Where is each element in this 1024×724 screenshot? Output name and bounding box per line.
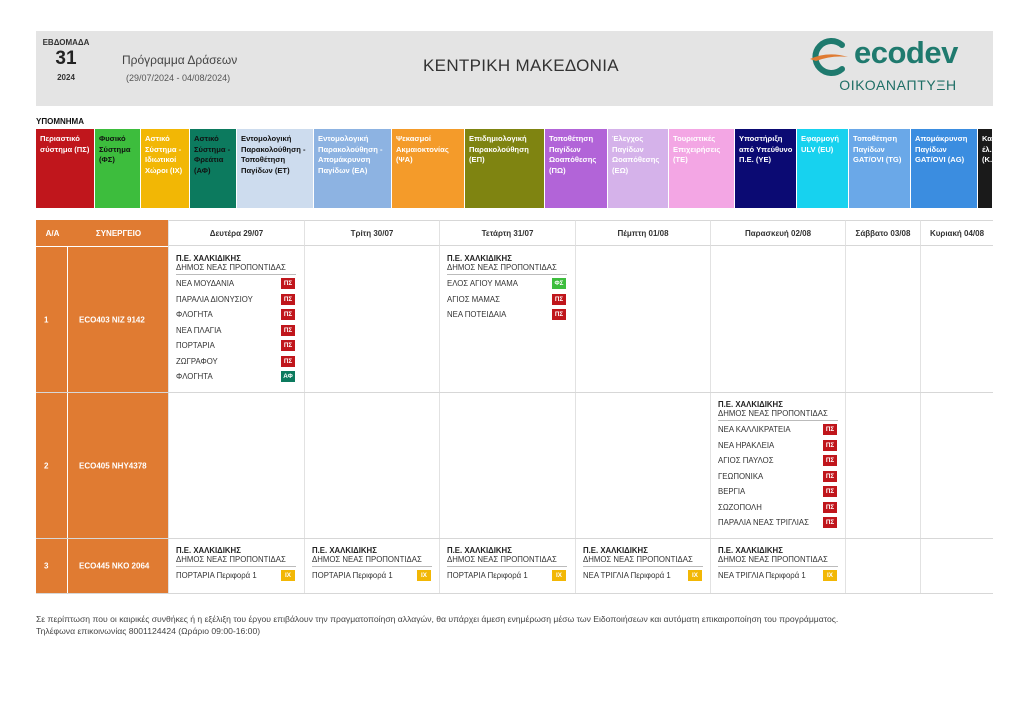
location-item (176, 325, 296, 341)
location-item (718, 486, 838, 502)
location-name: ΦΛΟΓΗΤΑ (176, 372, 213, 381)
legend-item: Τοποθέτηση Παγίδων Ωοαπόθεσης (ΠΩ) (545, 129, 607, 208)
municipality-label: ΔΗΜΟΣ ΝΕΑΣ ΠΡΟΠΟΝΤΙΔΑΣ (583, 555, 703, 567)
location-item (176, 570, 296, 586)
activity-block (176, 546, 296, 586)
legend-item: Απομάκρυνση Παγίδων GAT/OVI (AG) (911, 129, 977, 208)
row-number: 2 (44, 461, 49, 470)
legend-item: Εντομολογική Παρακολούθηση - Τοποθέτηση Παγίδων (ΕΤ) (237, 129, 313, 208)
location-name: ΕΛΟΣ ΑΓΙΟΥ ΜΑΜΑ (447, 279, 518, 288)
location-item (718, 502, 838, 518)
day-column-header: Πέμπτη 01/08 (575, 220, 710, 246)
activity-code-badge: ΠΣ (823, 486, 837, 497)
location-item (718, 424, 838, 440)
location-name: ΣΩΖΟΠΟΛΗ (718, 502, 762, 512)
legend-item: Ψεκασμοί Ακμαιοκτονίας (ΨΑ) (392, 129, 464, 208)
team-name: ECO403 ΝΙΖ 9142 (79, 315, 145, 324)
location-name: ΝΕΑ ΠΟΤΕΙΔΑΙΑ (447, 310, 507, 319)
legend-item: Τουριστικές Επιχειρήσεις (ΤΕ) (669, 129, 734, 208)
location-item (718, 471, 838, 487)
day-column-header: Τετάρτη 31/07 (439, 220, 575, 246)
location-item (176, 340, 296, 356)
location-item (176, 309, 296, 325)
activity-code-badge: ΠΣ (552, 309, 566, 320)
location-name: ΝΕΑ ΤΡΙΓΛΙΑ Περιφορά 1 (718, 571, 806, 580)
logo-wordmark: ecodev (854, 35, 958, 70)
legend-title: ΥΠΟΜΝΗΜΑ (36, 117, 84, 126)
location-item (447, 570, 567, 586)
activity-code-badge: ΠΣ (281, 278, 295, 289)
header-banner (36, 31, 993, 106)
week-label: ΕΒΔΟΜΑΔΑ (42, 38, 90, 47)
activity-block (447, 254, 567, 325)
activity-code-badge: ΙΧ (281, 570, 295, 581)
legend-item: Εντομολογική Παρακολούθηση - Απομάκρυνση Παγίδων (ΕΑ) (314, 129, 391, 208)
activity-code-badge: ΠΣ (823, 517, 837, 528)
week-number: 31 (55, 48, 77, 69)
activity-block (447, 546, 567, 586)
activity-block (583, 546, 703, 586)
row-number-cell (36, 393, 67, 538)
legend-item: Αστικό Σύστημα - Ιδιωτικοί Χώροι (ΙΧ) (141, 129, 189, 208)
row-number-cell (36, 539, 67, 593)
location-name: ΑΓΙΟΣ ΠΑΥΛΟΣ (718, 456, 774, 465)
row-divider (36, 392, 993, 393)
activity-code-badge: ΠΣ (281, 356, 295, 367)
location-name: ΠΟΡΤΑΡΙΑ Περιφορά 1 (176, 571, 257, 580)
legend-item: Κα... έλ... (Κ... (978, 129, 992, 208)
location-name: ΠΟΡΤΑΡΙΑ Περιφορά 1 (312, 571, 393, 580)
location-item (176, 294, 296, 310)
grid-divider (845, 246, 846, 593)
team-cell (68, 393, 168, 538)
footer-note: Σε περίπτωση που οι καιρικές συνθήκες ή η εξέλιξη του έργου επιβάλουν την πραγματοποίηση αλλαγών, θα υπάρχει άμεση ενημέρωση μέσω των Ειδοποιήσεων και αυτόματη επικαιροποίηση του προγράμματος. (36, 614, 839, 624)
municipality-label: ΔΗΜΟΣ ΝΕΑΣ ΠΡΟΠΟΝΤΙΔΑΣ (718, 555, 838, 567)
legend-item: Υποστήριξη από Υπεύθυνο Π.Ε. (ΥΕ) (735, 129, 796, 208)
regional-unit-label: Π.Ε. ΧΑΛΚΙΔΙΚΗΣ (718, 400, 783, 409)
row-divider (36, 538, 993, 539)
activity-code-badge: ΠΣ (823, 424, 837, 435)
team-name: ECO445 ΝΚΟ 2064 (79, 561, 150, 571)
location-item (312, 570, 432, 586)
activity-code-badge: ΠΣ (281, 294, 295, 305)
regional-unit-label: Π.Ε. ΧΑΛΚΙΔΙΚΗΣ (447, 254, 512, 263)
municipality-label: ΔΗΜΟΣ ΝΕΑΣ ΠΡΟΠΟΝΤΙΔΑΣ (176, 263, 296, 275)
activity-code-badge: ΑΦ (281, 371, 295, 382)
legend-item: Τοποθέτηση Παγίδων GAT/OVI (TG) (849, 129, 910, 208)
team-cell (68, 539, 168, 593)
location-name: ΝΕΑ ΜΟΥΔΑΝΙΑ (176, 279, 235, 288)
day-column-header: Σάββατο 03/08 (845, 220, 920, 246)
row-number: 1 (44, 315, 49, 324)
logo-subtitle: ΟΙΚΟΑΝΑΠΤΥΞΗ (839, 77, 957, 93)
regional-unit-label: Π.Ε. ΧΑΛΚΙΔΙΚΗΣ (718, 546, 783, 555)
grid-divider (920, 246, 921, 593)
column-header: ΣΥΝΕΡΓΕΙΟ (68, 220, 168, 246)
location-name: ΓΕΩΠΟΝΙΚΑ (718, 471, 764, 481)
week-year: 2024 (57, 73, 75, 82)
legend-item: Επιδημιολογική Παρακολούθηση (ΕΠ) (465, 129, 544, 208)
location-item (447, 309, 567, 325)
legend-item: Φυσικό Σύστημα (ΦΣ) (95, 129, 140, 208)
day-column-header: Κυριακή 04/08 (920, 220, 993, 246)
location-item (447, 294, 567, 310)
activity-block (718, 546, 838, 586)
regional-unit-label: Π.Ε. ΧΑΛΚΙΔΙΚΗΣ (176, 254, 241, 263)
row-number-cell (36, 247, 67, 392)
location-name: ΒΕΡΓΙΑ (718, 487, 746, 496)
activity-code-badge: ΠΣ (281, 340, 295, 351)
location-item (176, 278, 296, 294)
municipality-label: ΔΗΜΟΣ ΝΕΑΣ ΠΡΟΠΟΝΤΙΔΑΣ (312, 555, 432, 567)
location-name: ΝΕΑ ΠΛΑΓΙΑ (176, 325, 222, 335)
regional-unit-label: Π.Ε. ΧΑΛΚΙΔΙΚΗΣ (583, 546, 648, 555)
activity-code-badge: ΦΣ (552, 278, 566, 289)
activity-block (718, 400, 838, 533)
team-name: ECO405 ΝΗΥ4378 (79, 461, 147, 470)
grid-divider (168, 246, 169, 593)
location-item (718, 517, 838, 533)
location-item (176, 371, 296, 387)
activity-block (176, 254, 296, 387)
regional-unit-label: Π.Ε. ΧΑΛΚΙΔΙΚΗΣ (176, 546, 241, 555)
activity-code-badge: ΠΣ (823, 455, 837, 466)
activity-block (312, 546, 432, 586)
location-item (718, 455, 838, 471)
location-item (583, 570, 703, 586)
municipality-label: ΔΗΜΟΣ ΝΕΑΣ ΠΡΟΠΟΝΤΙΔΑΣ (447, 555, 567, 567)
legend-item: Εφαρμογή ULV (EU) (797, 129, 848, 208)
legend-item: Αστικό Σύστημα - Φρεάτια (ΑΦ) (190, 129, 236, 208)
legend-item: Έλεγχος Παγίδων Ωοαπόθεσης (ΕΩ) (608, 129, 668, 208)
activity-code-badge: ΠΣ (823, 440, 837, 451)
location-item (718, 440, 838, 456)
activity-code-badge: ΙΧ (688, 570, 702, 581)
ecodev-logo-icon (806, 37, 852, 77)
program-title: Πρόγραμμα Δράσεων (122, 53, 238, 67)
team-cell (68, 247, 168, 392)
location-name: ΦΛΟΓΗΤΑ (176, 310, 213, 319)
location-name: ΑΓΙΟΣ ΜΑΜΑΣ (447, 294, 500, 304)
region-title: ΚΕΝΤΡΙΚΗ ΜΑΚΕΔΟΝΙΑ (423, 56, 619, 75)
day-column-header: Τρίτη 30/07 (304, 220, 439, 246)
activity-code-badge: ΠΣ (823, 502, 837, 513)
location-name: ΠΑΡΑΛΙΑ ΝΕΑΣ ΤΡΙΓΛΙΑΣ (718, 518, 809, 527)
location-name: ΝΕΑ ΗΡΑΚΛΕΙΑ (718, 440, 775, 450)
program-dates: (29/07/2024 - 04/08/2024) (126, 73, 231, 83)
activity-code-badge: ΠΣ (823, 471, 837, 482)
location-name: ΠΟΡΤΑΡΙΑ (176, 341, 215, 350)
legend-item: Περιαστικό σύστημα (ΠΣ) (36, 129, 94, 208)
row-number: 3 (44, 561, 49, 571)
day-column-header: Παρασκευή 02/08 (710, 220, 845, 246)
location-name: ΠΟΡΤΑΡΙΑ Περιφορά 1 (447, 571, 528, 580)
location-name: ΠΑΡΑΛΙΑ ΔΙΟΝΥΣΙΟΥ (176, 294, 253, 304)
location-item (176, 356, 296, 372)
row-divider (36, 593, 993, 594)
location-name: ΝΕΑ ΤΡΙΓΛΙΑ Περιφορά 1 (583, 571, 671, 580)
regional-unit-label: Π.Ε. ΧΑΛΚΙΔΙΚΗΣ (447, 546, 512, 555)
grid-divider (710, 246, 711, 593)
grid-divider (304, 246, 305, 593)
municipality-label: ΔΗΜΟΣ ΝΕΑΣ ΠΡΟΠΟΝΤΙΔΑΣ (718, 409, 838, 421)
activity-code-badge: ΙΧ (823, 570, 837, 581)
grid-divider (575, 246, 576, 593)
day-column-header: Δευτέρα 29/07 (168, 220, 304, 246)
activity-code-badge: ΠΣ (281, 309, 295, 320)
column-header: Α/Α (36, 220, 68, 246)
location-item (447, 278, 567, 294)
activity-code-badge: ΠΣ (281, 325, 295, 336)
municipality-label: ΔΗΜΟΣ ΝΕΑΣ ΠΡΟΠΟΝΤΙΔΑΣ (447, 263, 567, 275)
municipality-label: ΔΗΜΟΣ ΝΕΑΣ ΠΡΟΠΟΝΤΙΔΑΣ (176, 555, 296, 567)
location-name: ΖΩΓΡΑΦΟΥ (176, 356, 218, 366)
grid-divider (439, 246, 440, 593)
location-item (718, 570, 838, 586)
activity-code-badge: ΙΧ (552, 570, 566, 581)
footer-phone: Τηλέφωνα επικοινωνίας 8001124424 (Ωράριο 09:00-16:00) (36, 626, 261, 636)
location-name: ΝΕΑ ΚΑΛΛΙΚΡΑΤΕΙΑ (718, 425, 791, 434)
activity-code-badge: ΠΣ (552, 294, 566, 305)
regional-unit-label: Π.Ε. ΧΑΛΚΙΔΙΚΗΣ (312, 546, 377, 555)
activity-code-badge: ΙΧ (417, 570, 431, 581)
